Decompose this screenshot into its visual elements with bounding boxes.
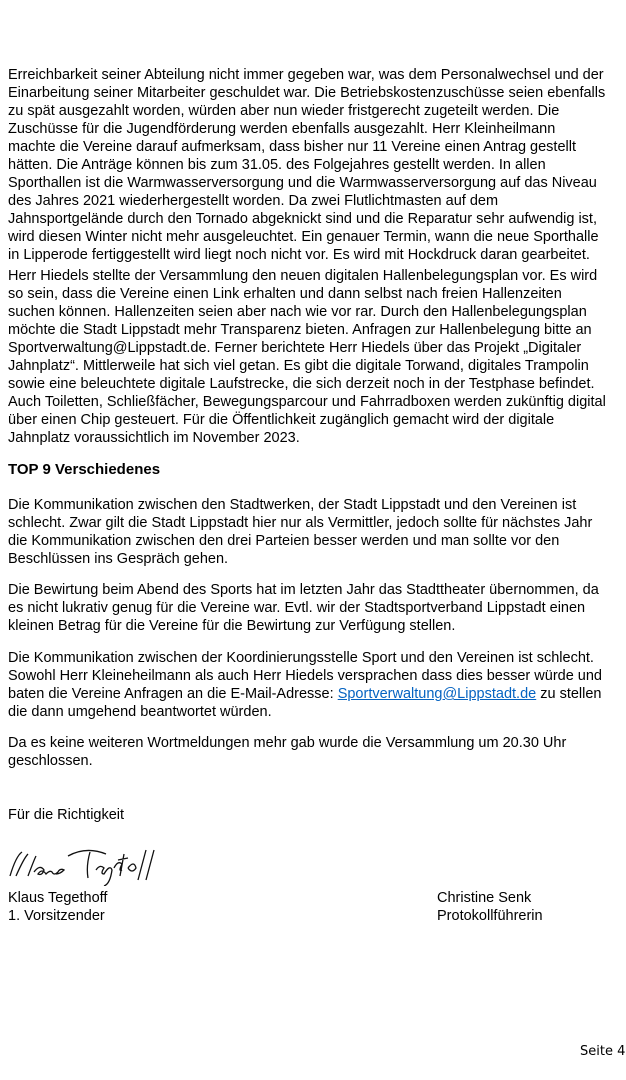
text-line: die Kommunikation zwischen den drei Parteien besser werden und man sollte vor den bbox=[8, 533, 560, 549]
page-number: Seite 4 bbox=[580, 1044, 626, 1059]
text-line: Beschlüssen ins Gespräch gehen. bbox=[8, 551, 229, 567]
text-line: es nicht lukrativ genug für die Vereine war. Evtl. wir der Stadtsportverband Lippstadt einen bbox=[8, 600, 586, 616]
text-line: wird diesen Winter nicht mehr ausgeleuchtet. Ein genauer Termin, wann die neue Sporthalle bbox=[8, 229, 599, 245]
text-line: sowie eine beleuchtete digitale Laufstrecke, die sich derzeit noch in der Testphase befindet. bbox=[8, 376, 595, 392]
text-line: Erreichbarkeit seiner Abteilung nicht immer gegeben war, was dem Personalwechsel und der bbox=[8, 67, 604, 83]
text-line: suchen können. Hallenzeiten seien aber nach wie vor rar. Durch den Hallenbelegungsplan bbox=[8, 304, 587, 320]
text-line: Die Kommunikation zwischen der Koordinierungsstelle Sport und den Vereinen ist schlecht. bbox=[8, 650, 594, 666]
text-line: so sein, dass die Vereine einen Link erhalten und dann selbst nach freien Hallenzeiten bbox=[8, 286, 562, 302]
paragraph-1 bbox=[8, 66, 605, 264]
signatory-role: Protokollführerin bbox=[437, 908, 543, 924]
paragraph-3 bbox=[8, 496, 592, 568]
text-line: geschlossen. bbox=[8, 753, 93, 769]
text-line: machte die Vereine darauf aufmerksam, dass bisher nur 11 Vereine einen Antrag gestellt bbox=[8, 139, 576, 155]
text-line: Einarbeitung seiner Mitarbeiter geschuldet war. Die Betriebskostenzuschüsse seien ebenfalls bbox=[8, 85, 606, 101]
signatory-right bbox=[437, 889, 543, 925]
text-line: schlecht. Zwar gilt die Stadt Lippstadt hier nur als Vermittler, jedoch sollte für nächstes Jahr bbox=[8, 515, 593, 531]
text-line: die dann umgehend beantwortet würden. bbox=[8, 704, 272, 720]
text-line: Jahnplatz voraussichtlich im November 2023. bbox=[8, 430, 300, 446]
paragraph-4 bbox=[8, 581, 599, 635]
text-line: Die Bewirtung beim Abend des Sports hat im letzten Jahr das Stadttheater übernommen, da bbox=[8, 582, 599, 598]
handwritten-signature bbox=[6, 846, 186, 886]
text-line: Die Kommunikation zwischen den Stadtwerken, der Stadt Lippstadt und den Vereinen ist bbox=[8, 497, 577, 513]
text-line: Sporthallen ist die Warmwasserversorgung und die Warmwasserversorgung auf das Niveau bbox=[8, 175, 597, 191]
paragraph-2 bbox=[8, 267, 606, 447]
signatory-role: 1. Vorsitzender bbox=[8, 908, 105, 924]
text-line: in Lipperode fertiggestellt wird liegt noch nicht vor. Es wird mit Hockdruck daran gearbeitet. bbox=[8, 247, 590, 263]
text-line: zu spät ausgezahlt worden, würden aber nun wieder fristgerecht zugeteilt werden. Die bbox=[8, 103, 560, 119]
signatory-name: Klaus Tegethoff bbox=[8, 890, 108, 906]
paragraph-5 bbox=[8, 649, 602, 721]
text-line: über einen Chip gesteuert. Für die Öffentlichkeit zugänglich gemacht wird der digitale bbox=[8, 412, 555, 428]
signatory-name: Christine Senk bbox=[437, 890, 532, 906]
text-line: Sowohl Herr Kleineheilmann als auch Herr Hiedels versprachen dass dies besser würde und bbox=[8, 668, 602, 684]
text-line bbox=[8, 685, 602, 703]
text-line: Jahnplatz“. Mittlerweile hat sich viel getan. Es gibt die digitale Torwand, digitales Trampolin bbox=[8, 358, 589, 374]
text-segment: baten die Vereine Anfragen an die E-Mail-Adresse: bbox=[8, 686, 338, 702]
text-line: Herr Hiedels stellte der Versammlung den neuen digitalen Hallenbelegungsplan vor. Es wird bbox=[8, 268, 598, 284]
text-line: des Jahres 2021 wiederhergestellt worden. Da zwei Flutlichtmasten auf dem bbox=[8, 193, 499, 209]
text-line: möchte die Stadt Lippstadt mehr Transparenz bieten. Anfragen zur Hallenbelegung bitte an bbox=[8, 322, 592, 338]
signatory-left bbox=[8, 889, 107, 925]
closing-text: Für die Richtigkeit bbox=[8, 807, 125, 823]
text-line: Zuschüsse für die Jugendförderung werden ebenfalls ausgezahlt. Herr Kleinheilmann bbox=[8, 121, 556, 137]
text-line: Sportverwaltung@Lippstadt.de. Ferner berichtete Herr Hiedels über das Projekt „Digitaler bbox=[8, 340, 582, 356]
email-link[interactable]: Sportverwaltung@Lippstadt.de bbox=[337, 686, 537, 702]
text-line: kleinen Betrag für die Vereine für die Bewirtung zur Verfügung stellen. bbox=[8, 618, 456, 634]
text-line: Jahnsportgelände durch den Tornado abgeknickt sind und die Reparatur sehr aufwendig ist, bbox=[8, 211, 597, 227]
text-line: Da es keine weiteren Wortmeldungen mehr gab wurde die Versammlung um 20.30 Uhr bbox=[8, 735, 567, 751]
text-line: Auch Toiletten, Schließfächer, Bewegungsparcour und Fahrradboxen werden zukünftig digital bbox=[8, 394, 606, 410]
section-heading: TOP 9 Verschiedenes bbox=[8, 461, 161, 478]
paragraph-6 bbox=[8, 734, 566, 770]
text-segment: zu stellen bbox=[536, 686, 602, 702]
text-line: hätten. Die Anträge können bis zum 31.05. des Folgejahres gestellt werden. In allen bbox=[8, 157, 546, 173]
